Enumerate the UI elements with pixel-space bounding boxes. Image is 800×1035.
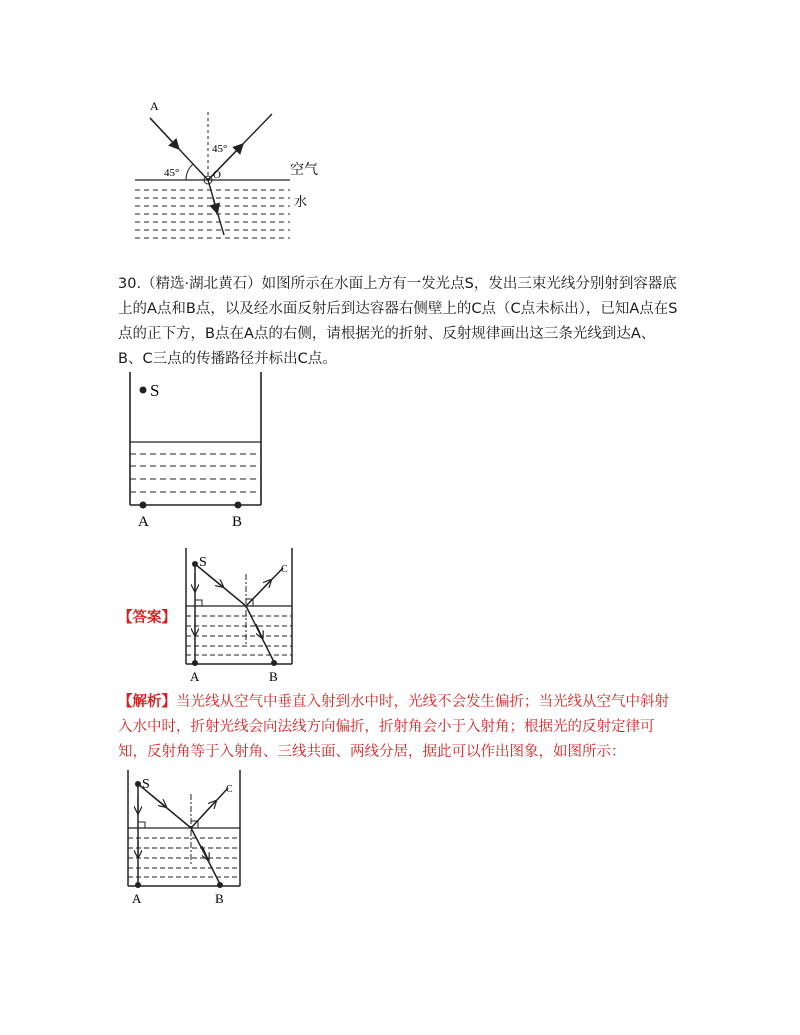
label-a: A (150, 99, 159, 113)
label-air: 空气 (290, 163, 318, 178)
label-a: A (190, 669, 200, 684)
analysis-paragraph (118, 690, 678, 765)
label-o: O (213, 169, 221, 181)
analysis-figure (118, 766, 253, 911)
label-water: 水 (294, 194, 308, 209)
label-s: S (142, 777, 150, 792)
label-b: B (232, 514, 243, 530)
container-figure (118, 368, 278, 533)
reflection-refraction-figure (120, 90, 330, 250)
answer-tag: 【答案】 (118, 610, 176, 626)
analysis-text: 当光线从空气中垂直入射到水中时，光线不会发生偏折；当光线从空气中斜射入水中时，折射光线会向法线方向偏折，折射角会小于入射角；根据光的反射定律可知，反射角等于入射角、三线共面、两线分居，据此可以作出图象，如图所示： (118, 694, 669, 760)
answer-figure (178, 544, 298, 686)
label-b: B (215, 891, 224, 906)
question-text: （精选·湖北黄石）如图所示在水面上方有一发光点S，发出三束光线分别射到容器底上的A点和B点，以及经水面反射后到达容器右侧壁上的C点（C点未标出），已知A点在S点的正下方，B点在A点的右侧，请根据光的折射、反射规律画出这三条光线到达A、B、C三点的传播路径并标出C点。 (118, 276, 678, 367)
label-s: S (199, 555, 207, 570)
question-number: 30. (118, 276, 142, 292)
question-30 (118, 272, 678, 372)
label-a: A (138, 514, 149, 530)
label-a: A (132, 891, 142, 906)
analysis-tag: 【解析】 (118, 694, 176, 710)
label-b: B (269, 669, 278, 684)
label-s: S (150, 381, 160, 400)
angle-left-label: 45° (164, 167, 180, 179)
label-c: C (281, 564, 288, 575)
angle-right-label: 45° (212, 143, 228, 155)
label-c: C (226, 784, 233, 795)
